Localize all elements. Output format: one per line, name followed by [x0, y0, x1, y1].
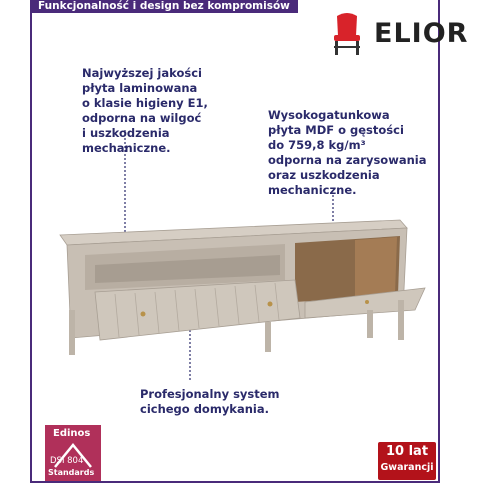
edinos-label: Edinos — [53, 428, 91, 439]
callout-soft-close: Profesjonalny system cichego domykania. — [140, 387, 280, 416]
edinos-standards: Standards — [48, 468, 95, 477]
warranty-text: Gwarancji — [380, 462, 434, 473]
callout-laminate: Najwyższej jakości płyta laminowana o klasie higieny E1, odporna na wilgoć i uszkodzenia mechaniczne. — [82, 66, 208, 155]
edinos-cert: DSI 804 — [50, 456, 84, 466]
callout-mdf: Wysokogatunkowa płyta MDF o gęstości do 759,8 kg/m³ odporna na zarysowania oraz uszkodzenia mechaniczne. — [268, 108, 427, 197]
brand-name: ELIOR — [374, 18, 469, 49]
warranty-years: 10 lat — [385, 444, 429, 459]
tv-cabinet-image — [55, 210, 435, 360]
header-title: Funkcjonalność i design bez kompromisów — [30, 0, 298, 13]
warranty-badge — [378, 442, 436, 480]
